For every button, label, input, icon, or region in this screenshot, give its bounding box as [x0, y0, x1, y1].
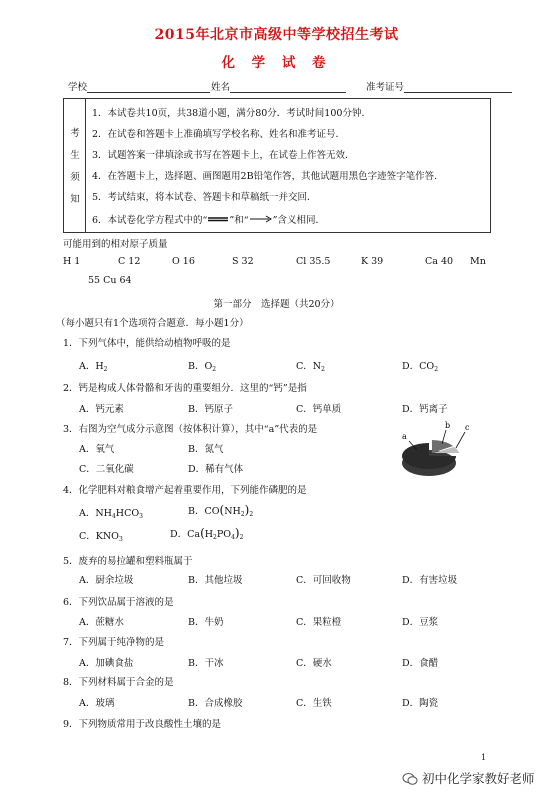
notice-side-label: [64, 99, 86, 232]
label-line-c: [456, 432, 465, 448]
option-b[interactable]: B．钙原子: [188, 404, 233, 415]
option-c[interactable]: C．$KNO_3$: [79, 531, 123, 543]
pie-label-a: a: [402, 432, 407, 441]
name-blank[interactable]: [230, 82, 346, 93]
option-c[interactable]: C．二氧化碳: [79, 464, 134, 475]
notice-side-char: 考: [70, 128, 80, 139]
option-b[interactable]: B．氮气: [188, 444, 224, 455]
option-b[interactable]: B．干冰: [188, 658, 224, 669]
option-d[interactable]: D．有害垃圾: [402, 575, 458, 586]
pie-label-b: b: [445, 421, 451, 430]
equal-sign-icon: [207, 215, 229, 223]
option-a[interactable]: A．氧气: [79, 444, 115, 455]
atomic-mass-item: Ca 40: [425, 256, 454, 267]
name-field[interactable]: [211, 79, 346, 93]
option-a[interactable]: A．蔗糖水: [79, 617, 124, 628]
question-stem: 9．下列物质常用于改良酸性土壤的是: [63, 719, 222, 730]
atomic-mass-item: Cl 35.5: [296, 256, 331, 267]
exam-title: 2015年北京市高级中等学校招生考试: [154, 27, 399, 43]
question-stem: 5．废弃的易拉罐和塑料瓶属于: [63, 556, 193, 567]
part1-instruction: （每小题只有1个选项符合题意．每小题1分）: [56, 318, 249, 329]
page-number: 1: [481, 753, 487, 762]
option-c[interactable]: C．$N_2$: [296, 361, 325, 373]
notice-item: 2．在试卷和答题卡上准确填写学校名称、姓名和准考证号．: [92, 129, 346, 140]
option-d[interactable]: D．钙离子: [402, 404, 448, 415]
notice-item: 3．试题答案一律填涂或书写在答题卡上，在试卷上作答无效．: [92, 150, 355, 161]
option-c[interactable]: C．可回收物: [296, 575, 351, 586]
question-stem: 4．化学肥料对粮食增产起着重要作用，下列能作磷肥的是: [63, 485, 307, 496]
option-a[interactable]: A．厨余垃圾: [79, 575, 134, 586]
notice-side-char: 知: [70, 194, 80, 205]
option-d[interactable]: D．$Ca(H_2PO_4)_2$: [170, 526, 244, 541]
option-a[interactable]: A．加碘食盐: [79, 658, 134, 669]
notice-side-char: 生: [70, 150, 80, 161]
ticket-label: 准考证号: [366, 82, 405, 93]
ticket-blank[interactable]: [404, 82, 512, 93]
notice-item-equation: [92, 212, 325, 226]
wechat-icon: [402, 772, 418, 786]
option-a[interactable]: A．钙元素: [79, 404, 124, 415]
option-d[interactable]: D．豆浆: [402, 617, 439, 628]
atomic-mass-item: K 39: [361, 256, 384, 267]
question-stem: 3．右图为空气成分示意图（按体积计算），其中“a”代表的是: [63, 424, 318, 435]
question-stem: 7．下列属于纯净物的是: [63, 637, 165, 648]
candidate-notice-box: [63, 98, 491, 233]
option-d[interactable]: D．$CO_2$: [402, 361, 439, 373]
question-stem: 6．下列饮品属于溶液的是: [63, 597, 174, 608]
school-blank[interactable]: [87, 82, 210, 93]
option-d[interactable]: D．稀有气体: [188, 464, 244, 475]
watermark-text: 初中化学家教好老师: [422, 771, 535, 786]
school-label: 学校: [68, 82, 88, 93]
exam-subtitle: 化 学 试 卷: [221, 55, 332, 71]
atomic-mass-item: Mn: [470, 256, 486, 267]
option-b[interactable]: B．$O_2$: [188, 361, 217, 373]
option-c[interactable]: C．钙单质: [296, 404, 342, 415]
option-d[interactable]: D．食醋: [402, 658, 439, 669]
question-stem: 2．钙是构成人体骨骼和牙齿的重要组分．这里的“钙”是指: [63, 383, 307, 394]
option-c[interactable]: C．生铁: [296, 698, 332, 709]
notice-item: 1．本试卷共10页，共38道小题，满分80分．考试时间100分钟．: [92, 108, 371, 119]
question-stem: 1．下列气体中，能供给动植物呼吸的是: [63, 338, 231, 349]
atomic-mass-item: O 16: [172, 256, 195, 267]
option-d[interactable]: D．陶瓷: [402, 698, 439, 709]
question-stem: 8．下列材料属于合金的是: [63, 677, 174, 688]
pie-label-c: c: [465, 423, 470, 432]
watermark: [402, 769, 535, 787]
atomic-mass-item: 55 Cu 64: [88, 275, 132, 286]
option-c[interactable]: C．硬水: [296, 658, 332, 669]
notice-item-part: ”含义相同．: [272, 215, 325, 226]
option-a[interactable]: A．$H_2$: [79, 361, 108, 373]
atomic-mass-item: C 12: [118, 256, 141, 267]
option-b[interactable]: B．$CO(NH_2)_2$: [188, 503, 254, 518]
air-composition-pie-figure: [397, 420, 487, 490]
notice-item: 4．在答题卡上，选择题、画图题用2B铅笔作答，其他试题用黑色字迹签字笔作答．: [92, 171, 444, 182]
atomic-mass-heading: 可能用到的相对原子质量: [63, 239, 168, 250]
ticket-field[interactable]: [366, 79, 512, 93]
option-b[interactable]: B．合成橡胶: [188, 698, 243, 709]
option-a[interactable]: A．$NH_4HCO_3$: [79, 508, 143, 520]
notice-side-char: 须: [70, 172, 80, 183]
notice-item: 5．考试结束，将本试卷、答题卡和草稿纸一并交回．: [92, 192, 317, 203]
option-b[interactable]: B．其他垃圾: [188, 575, 243, 586]
option-b[interactable]: B．牛奶: [188, 617, 224, 628]
notice-item-part: 6．本试卷化学方程式中的“: [92, 215, 208, 226]
school-field[interactable]: [68, 79, 210, 93]
notice-item-part: ”和“: [229, 215, 249, 226]
option-c[interactable]: C．果粒橙: [296, 617, 342, 628]
part1-heading: 第一部分 选择题（共20分）: [213, 299, 340, 310]
name-label: 姓名: [211, 82, 231, 93]
atomic-mass-item: S 32: [232, 256, 254, 267]
arrow-icon: [249, 215, 273, 223]
option-a[interactable]: A．玻璃: [79, 698, 115, 709]
atomic-mass-item: H 1: [63, 256, 81, 267]
